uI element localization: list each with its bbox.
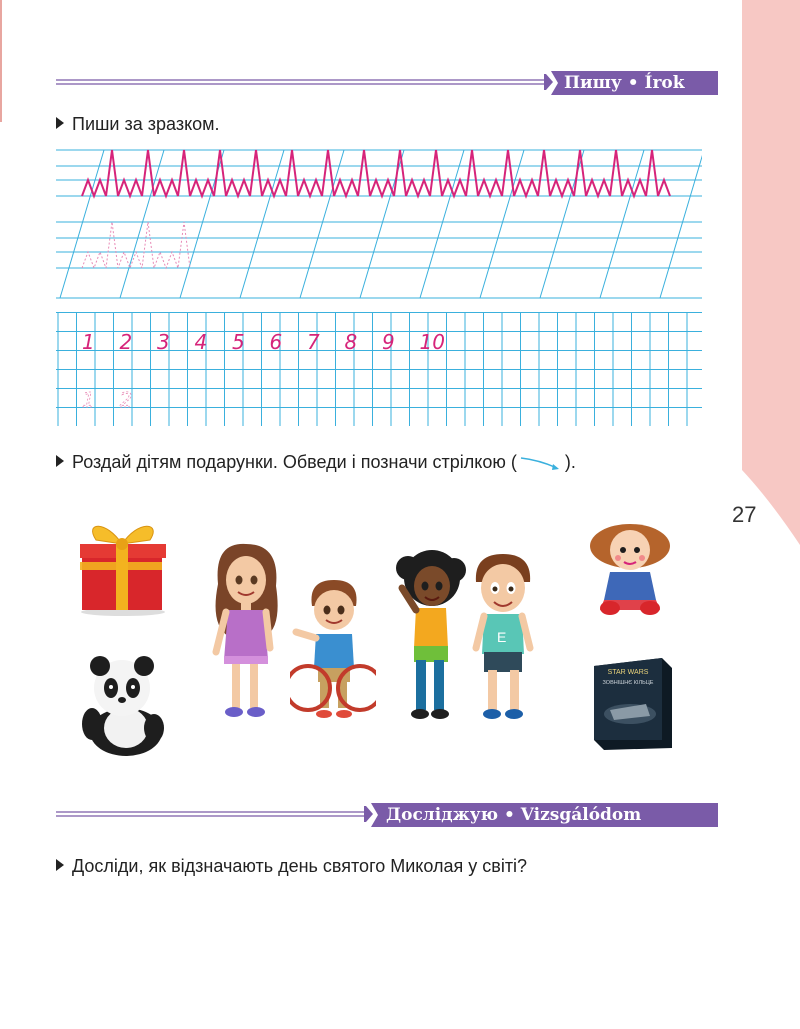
bullet-triangle-icon <box>56 455 64 467</box>
board-game-caption-1: STAR WARS <box>607 669 649 676</box>
trace-digit: 1 <box>82 388 95 412</box>
child-boy-wheelchair[interactable] <box>290 576 376 726</box>
doll-icon <box>584 516 676 616</box>
task-research-text: Досліди, як відзначають день святого Миколая у світі? <box>72 856 528 876</box>
girl-curly-hair-icon <box>392 548 468 724</box>
child-boy-green-shirt[interactable] <box>470 552 536 724</box>
gift-icon <box>76 516 170 616</box>
section-header-research <box>56 800 718 830</box>
handwriting-practice-area[interactable] <box>56 142 702 302</box>
board-game-icon <box>590 654 676 752</box>
boy-wheelchair-icon <box>290 576 376 726</box>
sample-digit: 10 <box>419 330 445 354</box>
section-title-research: Досліджую • Vizsgálódom <box>386 805 642 825</box>
section-header-write <box>56 68 718 98</box>
sample-digit: 3 <box>157 330 170 354</box>
svg-text:E: E <box>497 629 507 645</box>
sample-digit: 8 <box>344 330 358 354</box>
board-game-image[interactable] <box>590 654 676 752</box>
zigzag-sample-line <box>82 150 670 196</box>
girl-pink-dress-icon <box>208 540 284 724</box>
sample-digit: 7 <box>307 330 320 354</box>
sample-digit: 5 <box>232 330 245 354</box>
task-gifts-instruction <box>56 452 576 473</box>
sample-digit: 1 <box>82 330 95 354</box>
page-edge-mark <box>0 0 2 122</box>
task-write-instruction <box>56 114 220 135</box>
sample-digit: 4 <box>194 330 208 354</box>
board-game-caption-2: ЗОВНІШНЄ КІЛЬЦЕ <box>602 680 654 686</box>
panda-icon <box>82 654 168 756</box>
gift-box-image[interactable] <box>76 516 170 616</box>
slanted-writing-grid <box>56 142 702 302</box>
child-girl-curly-hair[interactable] <box>392 548 468 724</box>
bullet-triangle-icon <box>56 117 64 129</box>
boy-green-shirt-icon <box>470 552 536 724</box>
task-gifts-text-after: ). <box>564 452 576 472</box>
digit-writing-grid <box>56 312 702 426</box>
task-gifts-text-before: Роздай дітям подарунки. Обведи і позначи стрілкою ( <box>72 452 517 472</box>
arrow-sample-icon <box>519 454 563 472</box>
rag-doll-image[interactable] <box>584 516 676 616</box>
sample-digit: 6 <box>269 330 283 354</box>
task-write-text: Пиши за зразком. <box>72 114 220 134</box>
section-title-write: Пишу • Írok <box>564 73 685 93</box>
child-girl-pink-dress[interactable] <box>208 540 284 724</box>
trace-digit: 2 <box>119 388 133 412</box>
sample-digit: 9 <box>382 330 395 354</box>
page-number: 27 <box>732 502 757 527</box>
task-research-instruction <box>56 856 527 877</box>
bullet-triangle-icon <box>56 859 64 871</box>
panda-toy-image[interactable] <box>82 654 168 756</box>
sample-digit: 2 <box>119 330 133 354</box>
digit-practice-area[interactable] <box>56 312 702 426</box>
